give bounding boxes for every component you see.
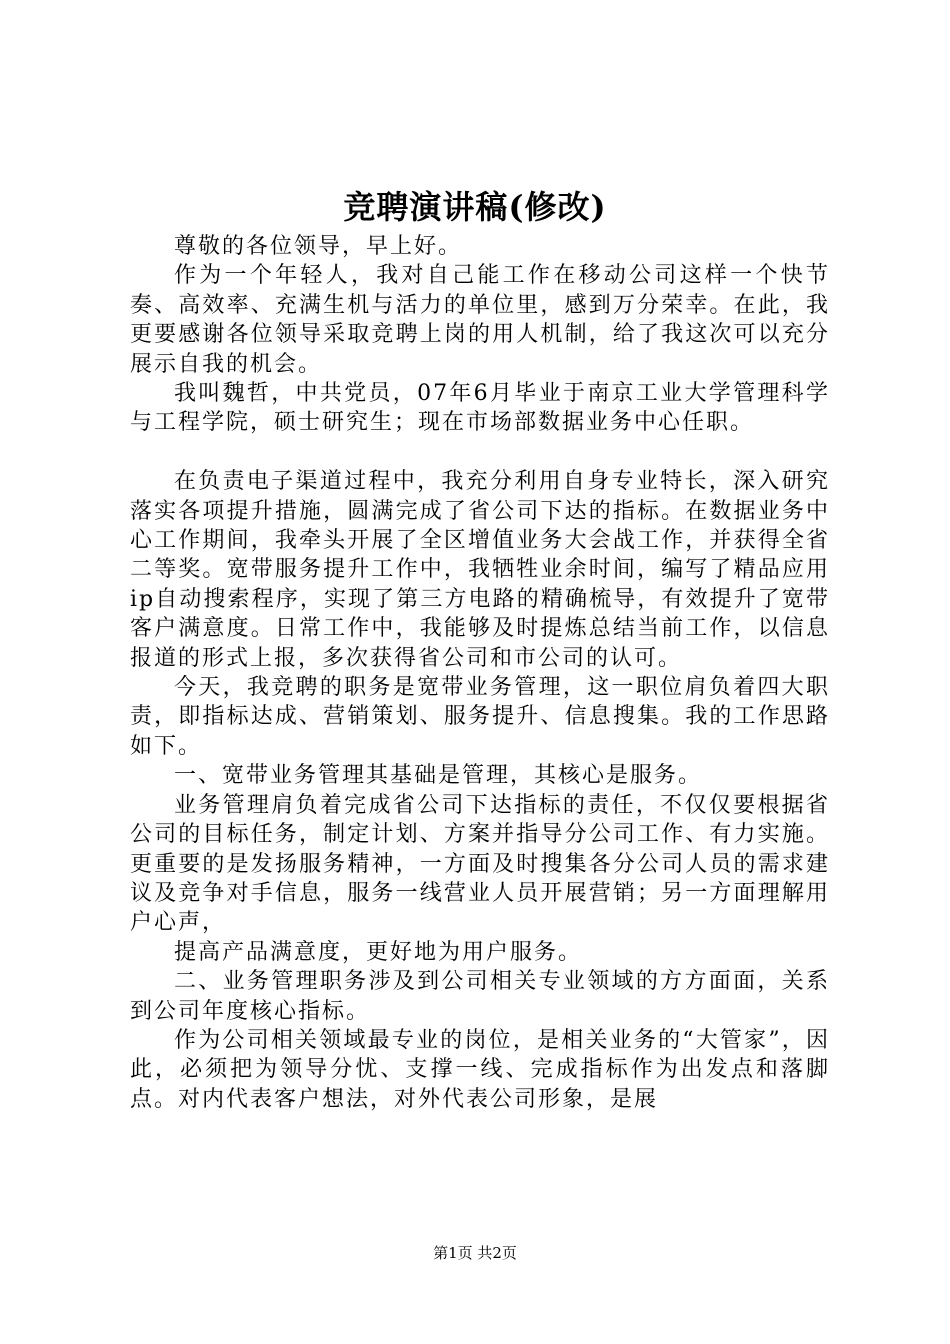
paragraph-position: 今天，我竞聘的职务是宽带业务管理，这一职位肩负着四大职责，即指标达成、营销策划、服务提升、信息搜集。我的工作思路如下。 [130, 675, 830, 759]
paragraph-achievements: 在负责电子渠道过程中，我充分利用自身专业特长，深入研究落实各项提升措施，圆满完成了省公司下达的指标。在数据业务中心工作期间，我牵头开展了全区增值业务大会战工作，并获得全省二等奖。宽带服务提升工作中，我牺牲业余时间，编写了精品应用ip自动搜索程序，实现了第三方电路的精确梳导，有效提升了宽带客户满意度。日常工作中，我能够及时提炼总结当前工作，以信息报道的形式上报，多次获得省公司和市公司的认可。 [130, 469, 830, 671]
paragraph-satisfaction: 提高产品满意度，更好地为用户服务。 [174, 939, 583, 965]
paragraph-self-introduction: 我叫魏哲，中共党员，07年6月毕业于南京工业大学管理科学与工程学院，硕士研究生；现在市场部数据业务中心任职。 [130, 381, 830, 436]
paragraph-greeting: 尊敬的各位领导，早上好。 [174, 234, 463, 259]
paragraph-heading-1: 一、宽带业务管理其基础是管理，其核心是服务。 [174, 763, 703, 789]
page-footer: 第1页 共2页 [433, 1244, 517, 1262]
document-body [130, 232, 830, 1114]
paragraph-management-duty: 业务管理肩负着完成省公司下达指标的责任，不仅仅要根据省公司的目标任务，制定计划、方案并指导分公司工作、有力实施。更重要的是发扬服务精神，一方面及时搜集各分公司人员的需求建议及竞争对手信息，服务一线营业人员开展营销；另一方面理解用户心声， [130, 792, 830, 936]
paragraph-role: 作为公司相关领域最专业的岗位，是相关业务的“大管家”，因此，必须把为领导分忧、支撑一线、完成指标作为出发点和落脚点。对内代表客户想法，对外代表公司形象，是展 [130, 1027, 830, 1112]
paragraph-heading-2: 二、业务管理职务涉及到公司相关专业领域的方方面面，关系到公司年度核心指标。 [130, 969, 830, 1024]
paragraph-intro: 作为一个年轻人，我对自己能工作在移动公司这样一个快节奏、高效率、充满生机与活力的单位里，感到万分荣幸。在此，我更要感谢各位领导采取竞聘上岗的用人机制，给了我这次可以充分展示自我的机会。 [130, 263, 830, 377]
document-title: 竞聘演讲稿(修改) [343, 188, 607, 226]
